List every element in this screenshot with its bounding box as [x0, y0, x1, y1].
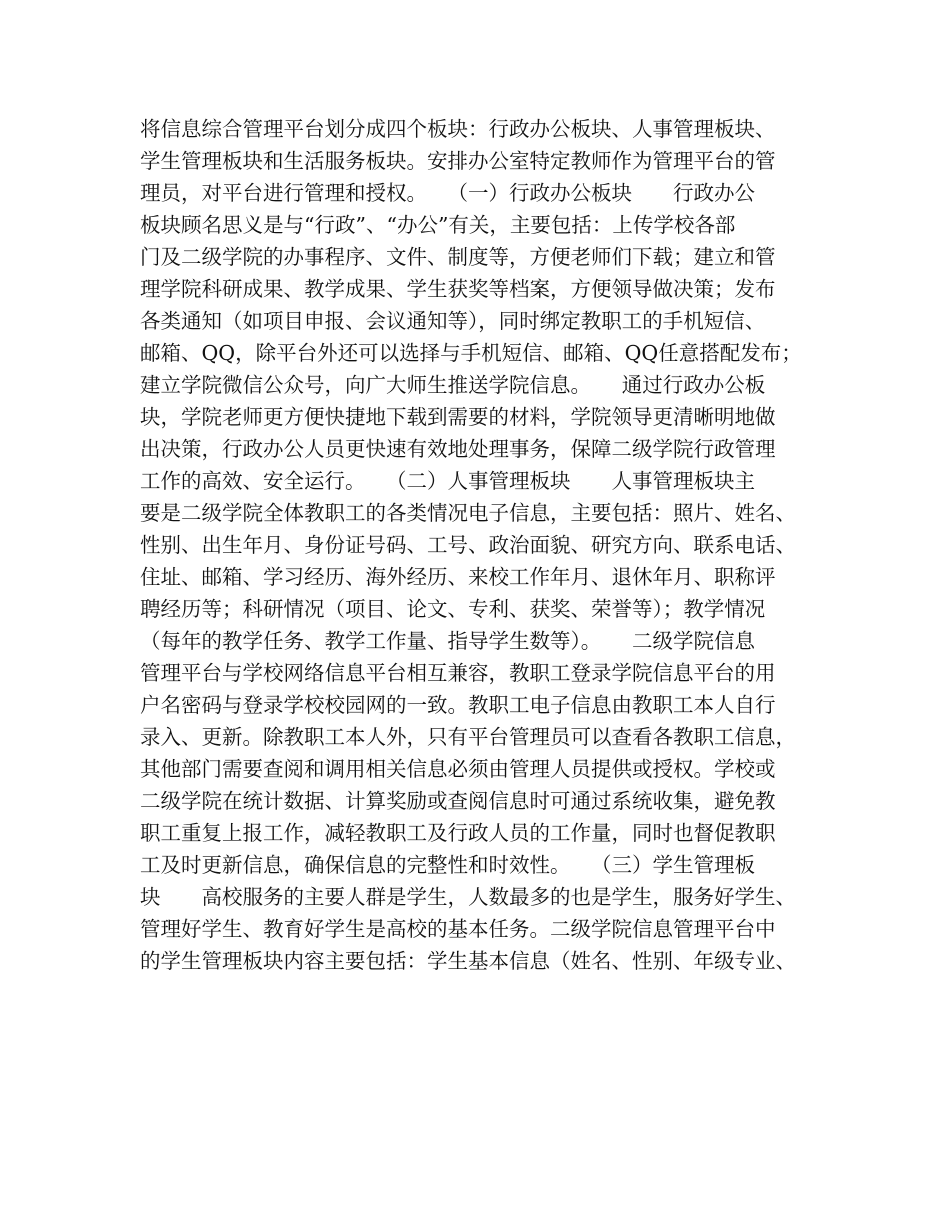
text-line: 二级学院在统计数据、计算奖励或查阅信息时可通过系统收集，避免教	[140, 789, 776, 813]
text-line: 邮箱、QQ，除平台外还可以选择与手机短信、邮箱、QQ任意搭配发布；	[140, 341, 802, 365]
text-line: 块，学院老师更方便快捷地下载到需要的材料，学院领导更清晰明地做	[140, 405, 776, 429]
text-line: 板块顾名思义是与“行政”、“办公”有关，主要包括：上传学校各部	[140, 213, 736, 237]
text-line: （每年的教学任务、教学工作量、指导学生数等）。 二级学院信息	[140, 629, 755, 653]
text-line: 块 高校服务的主要人群是学生，人数最多的也是学生，服务好学生、	[140, 885, 796, 909]
text-line: 户名密码与登录学校校园网的一致。教职工电子信息由教职工本人自行	[140, 693, 776, 717]
text-line: 将信息综合管理平台划分成四个板块：行政办公板块、人事管理板块、	[140, 117, 776, 141]
text-line: 要是二级学院全体教职工的各类情况电子信息，主要包括：照片、姓名、	[140, 501, 796, 525]
text-line: 性别、出生年月、身份证号码、工号、政治面貌、研究方向、联系电话、	[140, 533, 796, 557]
text-line: 工作的高效、安全运行。 （二）人事管理板块 人事管理板块主	[140, 469, 755, 493]
text-line: 学生管理板块和生活服务板块。安排办公室特定教师作为管理平台的管	[140, 149, 776, 173]
text-line: 录入、更新。除教职工本人外，只有平台管理员可以查看各教职工信息，	[140, 725, 796, 749]
text-line: 各类通知（如项目申报、会议通知等），同时绑定教职工的手机短信、	[140, 309, 766, 333]
text-line: 建立学院微信公众号，向广大师生推送学院信息。 通过行政办公板	[140, 373, 766, 397]
text-line: 管理好学生、教育好学生是高校的基本任务。二级学院信息管理平台中	[140, 917, 776, 941]
text-line: 管理平台与学校网络信息平台相互兼容，教职工登录学院信息平台的用	[140, 661, 776, 685]
text-line: 理学院科研成果、教学成果、学生获奖等档案，方便领导做决策；发布	[140, 277, 776, 301]
text-line: 职工重复上报工作，减轻教职工及行政人员的工作量，同时也督促教职	[140, 821, 776, 845]
text-line: 工及时更新信息，确保信息的完整性和时效性。 （三）学生管理板	[140, 853, 755, 877]
text-line: 出决策，行政办公人员更快速有效地处理事务，保障二级学院行政管理	[140, 437, 776, 461]
text-line: 其他部门需要查阅和调用相关信息必须由管理人员提供或授权。学校或	[140, 757, 776, 781]
text-line: 的学生管理板块内容主要包括：学生基本信息（姓名、性别、年级专业、	[140, 949, 796, 973]
text-line: 门及二级学院的办事程序、文件、制度等，方便老师们下载；建立和管	[140, 245, 776, 269]
text-line: 住址、邮箱、学习经历、海外经历、来校工作年月、退休年月、职称评	[140, 565, 776, 589]
text-line: 理员，对平台进行管理和授权。 （一）行政办公板块 行政办公	[140, 181, 755, 205]
text-line: 聘经历等；科研情况（项目、论文、专利、获奖、荣誉等）；教学情况	[140, 597, 766, 621]
body-text	[140, 113, 830, 977]
